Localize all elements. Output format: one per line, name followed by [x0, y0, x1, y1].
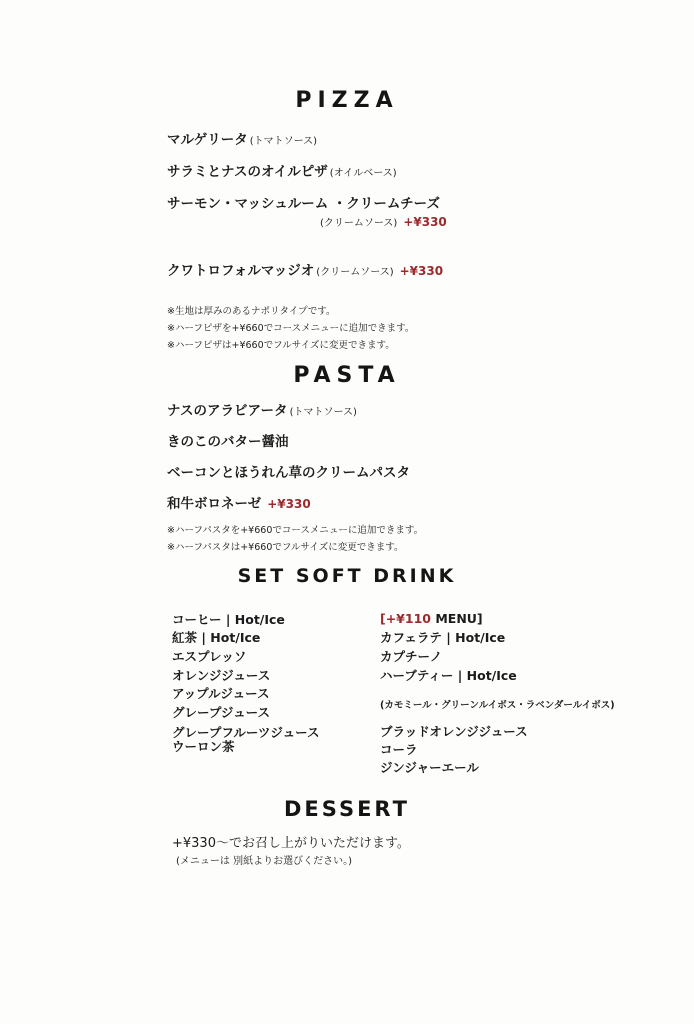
item-sauce: (クリームソース) — [320, 218, 398, 229]
pizza-item-quattro — [167, 259, 443, 279]
item-name: サーモン・マッシュルーム ・クリームチーズ — [167, 196, 440, 212]
item-name: 和牛ボロネーゼ — [167, 496, 262, 512]
pizza-item-salami — [167, 160, 397, 180]
drink-plus-label: MENU] — [435, 611, 483, 626]
pizza-item-margherita — [167, 128, 317, 148]
pizza-item-salmon — [167, 192, 440, 212]
pasta-item-mushroom — [167, 430, 289, 450]
item-sauce: (トマトソース) — [249, 136, 318, 147]
pizza-note: ※生地は厚みのあるナポリタイプです。 — [167, 306, 336, 317]
pizza-note: ※ハーフピザは+¥660でフルサイズに変更できます。 — [167, 340, 395, 351]
drink-title: SET SOFT DRINK — [237, 565, 457, 587]
drink-item: グレープフルーツジュース — [172, 725, 320, 740]
drink-item: アップルジュース — [172, 686, 270, 701]
item-name: サラミとナスのオイルピザ — [167, 164, 328, 180]
drink-item: ウーロン茶 — [172, 739, 235, 754]
herb-tea-note: (カモミール・グリーンルイボス・ラベンダールイボス) — [380, 700, 615, 711]
drink-item: ハーブティー | Hot/Ice — [380, 668, 517, 683]
pizza-note: ※ハーフピザを+¥660でコースメニューに追加できます。 — [167, 323, 415, 334]
drink-item: ブラッドオレンジジュース — [380, 724, 528, 739]
pasta-item-arrabbiata — [167, 399, 357, 419]
dessert-price-line: +¥330〜でお召し上がりいただけます。 — [172, 836, 410, 851]
drink-item: グレープジュース — [172, 705, 271, 720]
drink-item: コーヒー | Hot/Ice — [172, 612, 285, 627]
drink-item: エスプレッソ — [172, 649, 247, 664]
drink-plus-price: [+¥110 — [380, 611, 431, 626]
item-sauce: (クリームソース) — [316, 267, 394, 278]
pizza-title: PIZZA — [295, 88, 399, 113]
item-name: ナスのアラビアータ — [167, 403, 288, 419]
item-price: +¥330 — [399, 264, 444, 278]
drink-item: コーラ — [380, 742, 418, 757]
drink-item: カプチーノ — [380, 649, 443, 664]
item-sauce: (オイルベース) — [329, 168, 397, 179]
dessert-title: DESSERT — [284, 797, 410, 821]
item-name: ベーコンとほうれん草のクリームパスタ — [167, 465, 410, 481]
drink-item: 紅茶 | Hot/Ice — [172, 630, 261, 645]
pasta-title: PASTA — [293, 363, 401, 388]
pasta-note: ※ハーフパスタを+¥660でコースメニューに追加できます。 — [167, 525, 424, 536]
dessert-note: (メニューは 別紙よりお選びください。) — [176, 856, 352, 867]
drink-item: ジンジャーエール — [380, 760, 479, 775]
pasta-item-bacon-cream — [167, 461, 410, 481]
item-sauce: (トマトソース) — [289, 407, 357, 418]
item-name: クワトロフォルマッジオ — [167, 263, 315, 279]
item-price: +¥330 — [403, 215, 447, 229]
drink-plus-menu-header — [380, 611, 483, 626]
drink-item: オレンジジュース — [172, 668, 271, 683]
pizza-item-salmon-detail — [318, 214, 447, 230]
item-name: マルゲリータ — [167, 132, 248, 148]
item-price: +¥330 — [267, 497, 311, 511]
pasta-item-bolognese — [167, 492, 311, 512]
pasta-note: ※ハーフパスタは+¥660でフルサイズに変更できます。 — [167, 542, 404, 553]
drink-item: カフェラテ | Hot/Ice — [380, 630, 506, 645]
item-name: きのこのバター醤油 — [167, 434, 289, 450]
